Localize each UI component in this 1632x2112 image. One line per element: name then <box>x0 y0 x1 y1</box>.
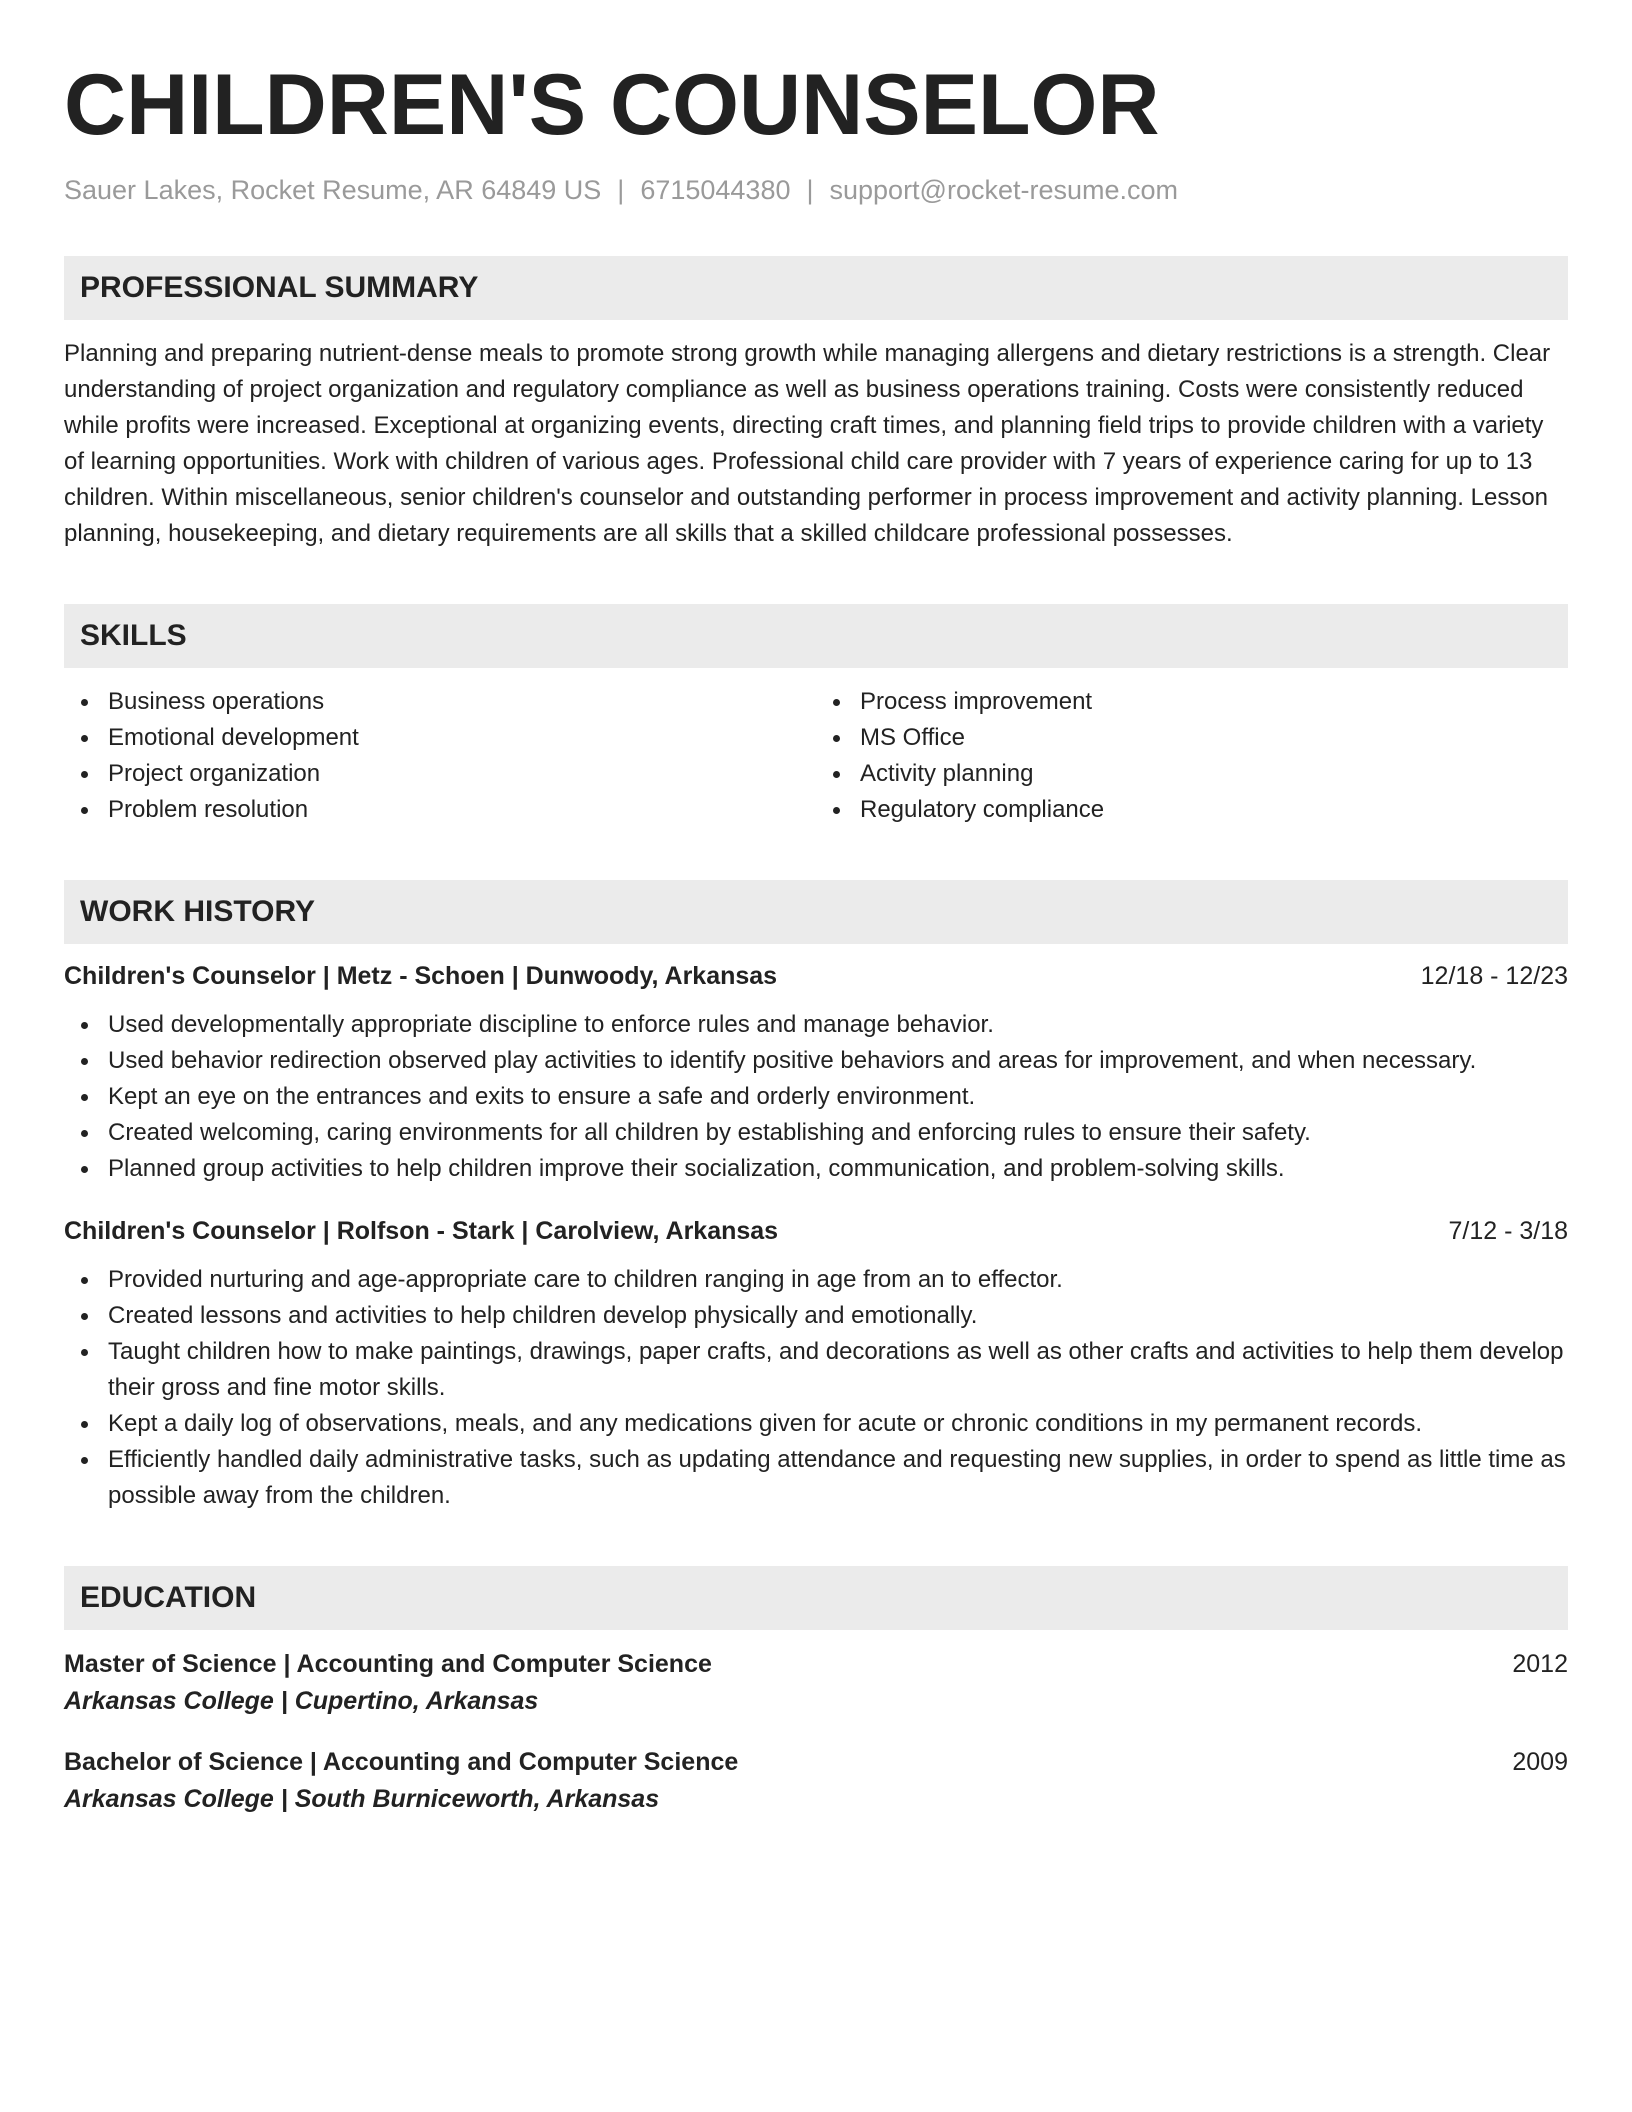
job-duty: Planned group activities to help children improve their socialization, communication, and problem-solving skills. <box>108 1151 1568 1187</box>
job-entry <box>64 962 1568 1187</box>
job-entry <box>64 1217 1568 1514</box>
education-entry <box>64 1650 1568 1716</box>
skills-column-left <box>64 684 816 828</box>
education-year: 2012 <box>1512 1650 1568 1679</box>
job-duty: Used developmentally appropriate discipline to enforce rules and manage behavior. <box>108 1007 1568 1043</box>
skill-item: Problem resolution <box>108 792 816 828</box>
section-header-skills: SKILLS <box>64 604 1568 668</box>
job-title: Children's Counselor | Metz - Schoen | Dunwoody, Arkansas <box>64 962 778 991</box>
job-duty: Kept an eye on the entrances and exits to ensure a safe and orderly environment. <box>108 1079 1568 1115</box>
skills-column-right <box>816 684 1568 828</box>
job-duty: Provided nurturing and age-appropriate care to children ranging in age from an to effector. <box>108 1262 1568 1298</box>
job-dates: 7/12 - 3/18 <box>1448 1217 1568 1246</box>
contact-separator: | <box>617 175 625 205</box>
skill-item: Activity planning <box>860 756 1568 792</box>
job-duty: Used behavior redirection observed play activities to identify positive behaviors and areas for improvement, and when necessary. <box>108 1043 1568 1079</box>
section-header-education: EDUCATION <box>64 1566 1568 1630</box>
contact-separator: | <box>806 175 814 205</box>
skill-item: Emotional development <box>108 720 816 756</box>
job-duty: Created welcoming, caring environments for all children by establishing and enforcing rules to ensure their safety. <box>108 1115 1568 1151</box>
skills-list <box>64 684 1568 828</box>
job-duty: Efficiently handled daily administrative tasks, such as updating attendance and requesting new supplies, in order to spend as little time as possible away from the children. <box>108 1442 1568 1514</box>
education-entry <box>64 1748 1568 1814</box>
summary-text: Planning and preparing nutrient-dense meals to promote strong growth while managing allergens and dietary restrictions is a strength. Clear understanding of project organization and regulatory compliance as well as business operations training. Costs were consistently reduced while profits were increased. Exceptional at organizing events, directing craft times, and planning field trips to provide children with a variety of learning opportunities. Work with children of various ages. Professional child care provider with 7 years of experience caring for up to 13 children. Within miscellaneous, senior children's counselor and outstanding performer in process improvement and activity planning. Lesson planning, housekeeping, and dietary requirements are all skills that a skilled childcare professional possesses. <box>64 340 1551 548</box>
skill-item: MS Office <box>860 720 1568 756</box>
job-header <box>64 1217 1568 1246</box>
education-degree: Master of Science | Accounting and Computer Science <box>64 1650 712 1679</box>
education-school: Arkansas College | South Burniceworth, Arkansas <box>64 1785 660 1814</box>
skill-item: Regulatory compliance <box>860 792 1568 828</box>
contact-phone: 6715044380 <box>640 175 791 205</box>
skill-item: Business operations <box>108 684 816 720</box>
education-year: 2009 <box>1512 1748 1568 1777</box>
job-duty: Kept a daily log of observations, meals, and any medications given for acute or chronic conditions in my permanent records. <box>108 1406 1568 1442</box>
section-header-work-history: WORK HISTORY <box>64 880 1568 944</box>
job-duties <box>64 1262 1568 1514</box>
education-header <box>64 1650 1568 1679</box>
job-title: Children's Counselor | Rolfson - Stark | Carolview, Arkansas <box>64 1217 779 1246</box>
job-header <box>64 962 1568 991</box>
resume-title: CHILDREN'S COUNSELOR <box>64 57 1160 153</box>
job-duty: Taught children how to make paintings, drawings, paper crafts, and decorations as well as other crafts and activities to help them develop their gross and fine motor skills. <box>108 1334 1568 1406</box>
skill-item: Process improvement <box>860 684 1568 720</box>
contact-line <box>64 174 1568 206</box>
education-header <box>64 1748 1568 1777</box>
job-dates: 12/18 - 12/23 <box>1420 962 1568 991</box>
education-degree: Bachelor of Science | Accounting and Computer Science <box>64 1748 739 1777</box>
job-duties <box>64 1007 1568 1187</box>
job-duty: Created lessons and activities to help children develop physically and emotionally. <box>108 1298 1568 1334</box>
section-header-summary: PROFESSIONAL SUMMARY <box>64 256 1568 320</box>
contact-address: Sauer Lakes, Rocket Resume, AR 64849 US <box>64 175 602 205</box>
contact-email: support@rocket-resume.com <box>829 175 1179 205</box>
education-school: Arkansas College | Cupertino, Arkansas <box>64 1687 539 1716</box>
skill-item: Project organization <box>108 756 816 792</box>
